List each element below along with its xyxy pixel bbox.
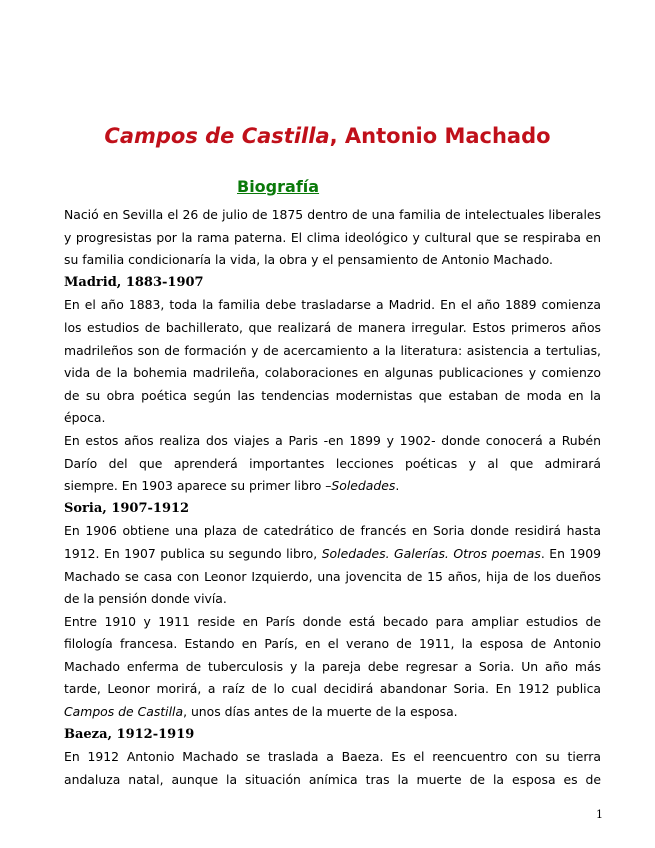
baeza-paragraph-1: En 1912 Antonio Machado se traslada a Baeza. Es el reencuentro con su tierra andaluza natal, aunque la situación anímica tras la muerte de la esposa es de bbox=[64, 749, 601, 787]
page-title bbox=[0, 122, 655, 150]
madrid-paragraph-1: En el año 1883, toda la familia debe trasladarse a Madrid. En el año 1889 comienza los estudios de bachillerato, que realizará de manera irregular. Estos primeros años madrileños son de formación y de acercamiento a la literatura: asistencia a tertulias, vida de la bohemia madrileña, colaboraciones en algunas publicaciones y comienzo de su obra poética según las tendencias modernistas que estaban de moda en la época. bbox=[64, 297, 601, 426]
soria-text-1: En 1906 obtiene una plaza de catedrático de francés en Soria donde residirá hasta 1912. En 1907 publica su segundo libro, bbox=[64, 523, 601, 561]
intro-paragraph: Nació en Sevilla el 26 de julio de 1875 dentro de una familia de intelectuales liberales y progresistas por la rama paterna. El clima ideológico y cultural que se respiraba en su familia condicionaría la vida, la obra y el pensamiento de Antonio Machado. bbox=[64, 207, 601, 268]
heading-soria: Soria, 1907-1912 bbox=[64, 500, 190, 516]
section-heading-biografia: Biografía bbox=[237, 177, 320, 196]
soria-text-3: Entre 1910 y 1911 reside en París donde está becado para ampliar estudios de filología francesa. Estando en París, en el verano de 1911, la esposa de Antonio Machado enferma de tuberculosis y la pareja debe regresar a Soria. Un año más tarde, Leonor morirá, a raíz de lo cual decidirá abandonar Soria. En 1912 publica bbox=[64, 613, 601, 697]
soria-paragraph-2 bbox=[64, 611, 601, 724]
madrid-text: siempre. En 1903 aparece su primer libro – bbox=[64, 478, 332, 494]
book-soledades: Soledades bbox=[331, 478, 396, 494]
soria-paragraph-1 bbox=[64, 520, 601, 610]
heading-baeza: Baeza, 1912-1919 bbox=[64, 726, 195, 742]
title-author: , Antonio Machado bbox=[329, 124, 551, 148]
madrid-paragraph-2-end bbox=[64, 475, 601, 498]
title-book: Campos de Castilla bbox=[104, 124, 330, 148]
page-number: 1 bbox=[596, 808, 603, 821]
madrid-period: . bbox=[395, 478, 400, 494]
soria-text-2: . En 1909 Machado se casa con Leonor Izquierdo, una jovencita de 15 años, hija de los dueños de la pensión donde vivía. bbox=[64, 545, 601, 607]
madrid-paragraph-2: En estos años realiza dos viajes a Paris -en 1899 y 1902- donde conocerá a Rubén Darío del que aprenderá importantes lecciones poéticas y al que admirará bbox=[64, 432, 601, 471]
heading-madrid: Madrid, 1883-1907 bbox=[64, 274, 204, 290]
book-soledades-galerias: Soledades. Galerías. Otros poemas bbox=[321, 545, 541, 561]
book-campos-de-castilla: Campos de Castilla bbox=[64, 704, 184, 720]
document-body bbox=[64, 204, 601, 791]
soria-text-4: , unos días antes de la muerte de la esposa. bbox=[183, 704, 458, 720]
